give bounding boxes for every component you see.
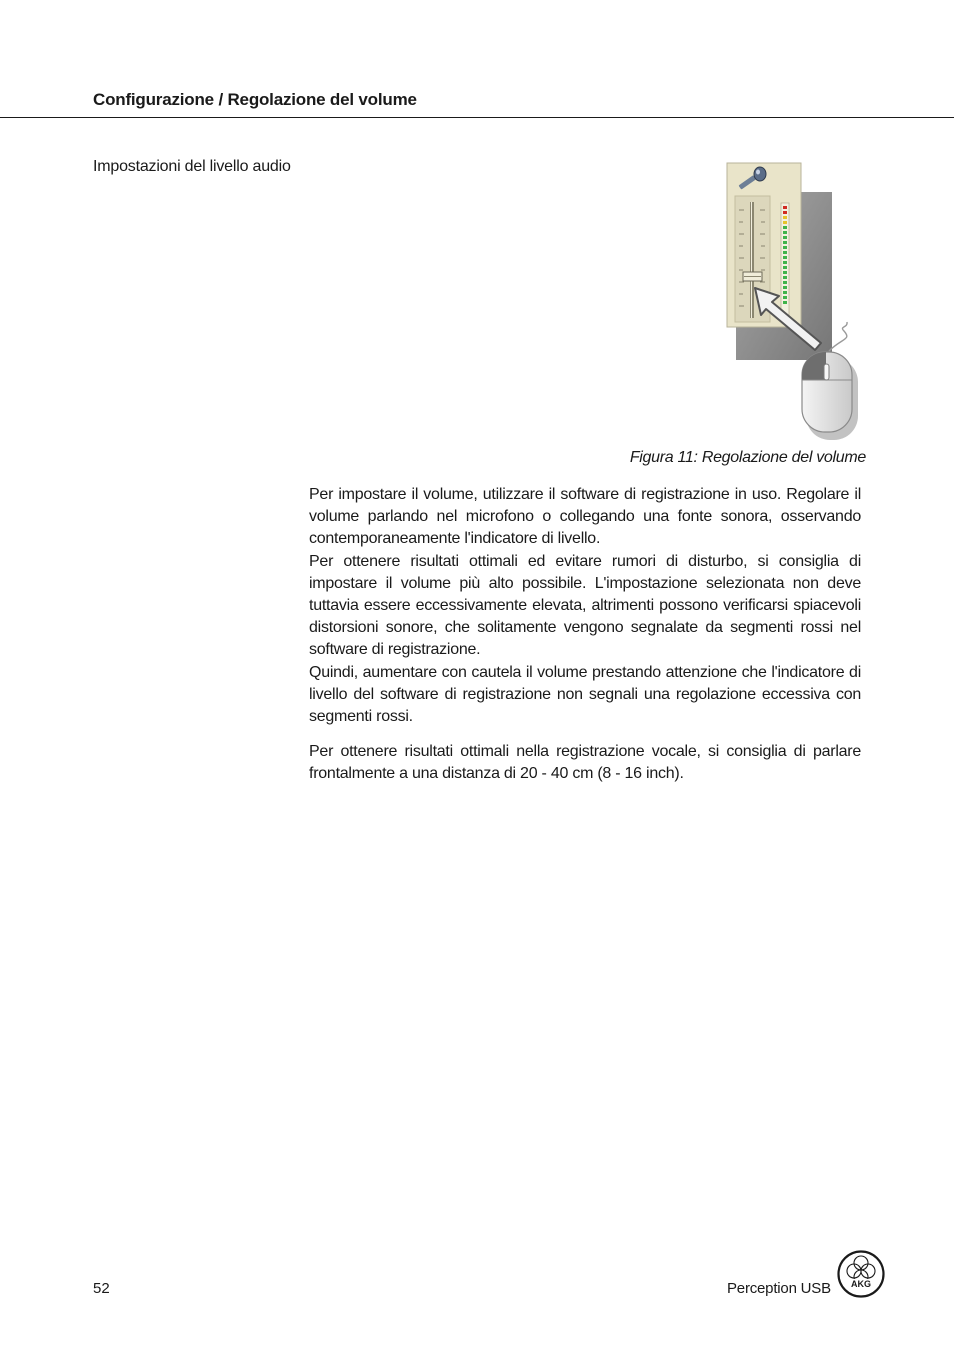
paragraph: Per impostare il volume, utilizzare il software di registrazione in uso. Regolare il volume parlando nel microfono o collegando una fonte sonora, osservando contemporaneamente l'indicatore di livello. bbox=[309, 486, 861, 548]
header-divider bbox=[0, 117, 954, 118]
page-number: 52 bbox=[93, 1280, 110, 1297]
paragraph: Quindi, aumentare con cautela il volume prestando attenzione che l'indicatore di livello del software di registrazione non segnali una regolazione eccessiva con segmenti rossi. bbox=[309, 663, 861, 726]
paragraph: Per ottenere risultati ottimali ed evitare rumori di disturbo, si consiglia di impostare il volume più alto possibile. L'impostazione selezionata non deve tuttavia essere eccessivamente elevata, altrimenti possono verificarsi spiacevoli distorsioni sonore, che solitamente vengono segnalate da segmenti rossi nel software di registrazione. bbox=[309, 552, 861, 659]
page-header-title: Configurazione / Regolazione del volume bbox=[93, 90, 417, 109]
mouse-icon bbox=[802, 352, 858, 440]
svg-text:AKG: AKG bbox=[851, 1279, 871, 1289]
footer-product-name: Perception USB bbox=[727, 1280, 831, 1297]
volume-figure bbox=[720, 158, 870, 443]
section-heading: Impostazioni del livello audio bbox=[93, 158, 291, 175]
akg-logo-icon bbox=[836, 1249, 886, 1299]
body-text bbox=[309, 484, 861, 786]
paragraph: Per ottenere risultati ottimali nella registrazione vocale, si consiglia di parlare frontalmente a una distanza di 20 - 40 cm (8 - 16 inch). bbox=[309, 743, 861, 783]
figure-caption: Figura 11: Regolazione del volume bbox=[629, 449, 866, 466]
